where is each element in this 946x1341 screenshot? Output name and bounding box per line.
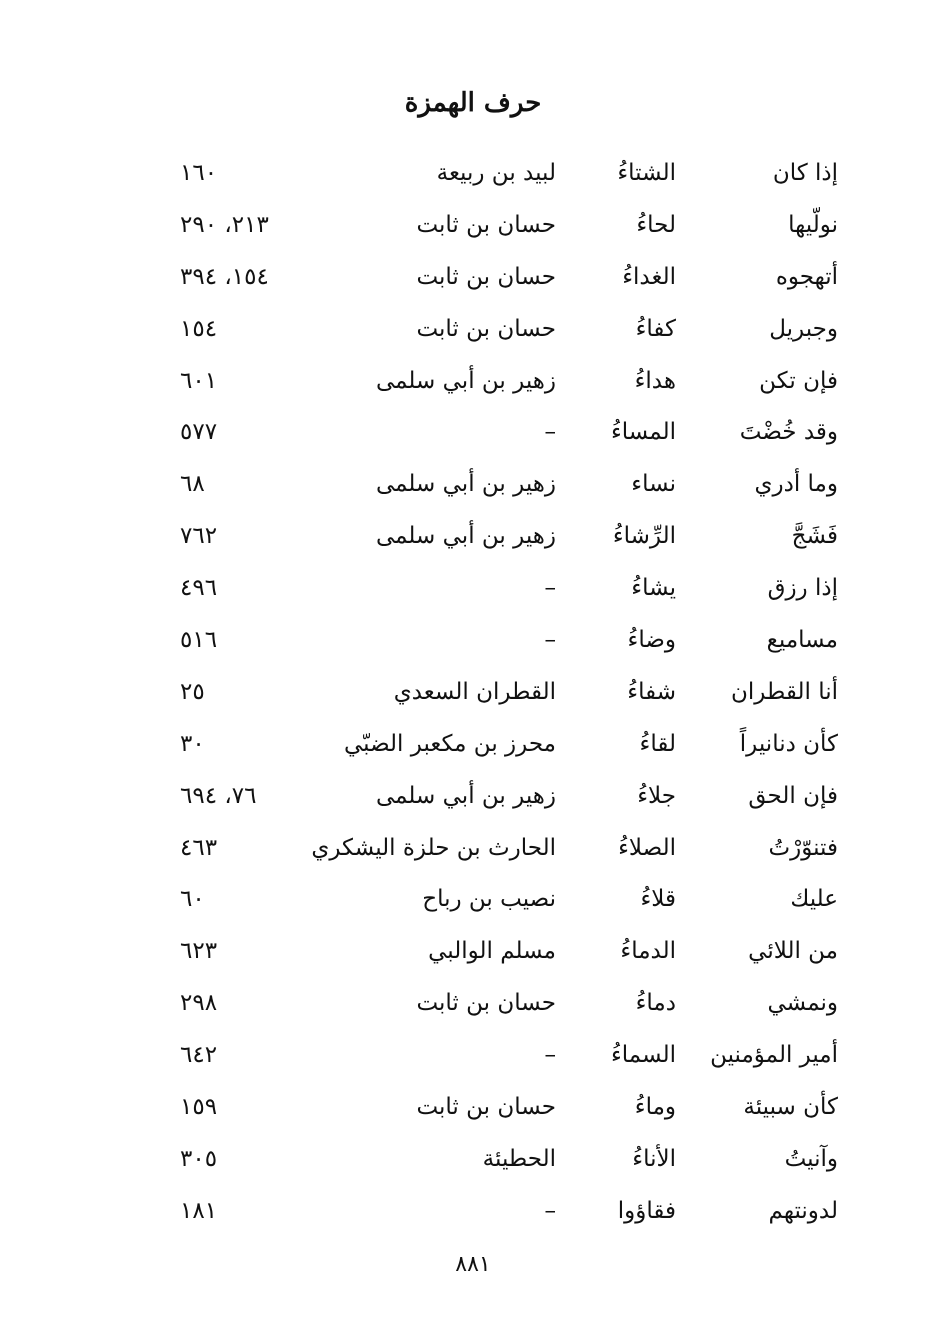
page-refs: ٦٢٣ bbox=[180, 938, 218, 965]
page-number: ٨٨١ bbox=[455, 1252, 491, 1277]
poet-name: حسان بن ثابت bbox=[416, 211, 556, 238]
poet-name: زهير بن أبي سلمى bbox=[375, 471, 556, 498]
page-refs: ٦٤٢ bbox=[180, 1042, 218, 1069]
verse-first-word: أمير المؤمنين bbox=[710, 1042, 838, 1069]
poet-name: القطران السعدي bbox=[393, 678, 556, 705]
rhyme-word: المساءُ bbox=[610, 419, 676, 446]
rhyme-word: يشاءُ bbox=[631, 575, 676, 602]
poet-name: – bbox=[544, 1197, 556, 1224]
page-refs: ٣٠٥ bbox=[180, 1145, 218, 1172]
table-row bbox=[0, 930, 946, 982]
page-refs: ٧٦٢ bbox=[180, 523, 218, 550]
rhyme-word: الرِّشاءُ bbox=[612, 523, 676, 550]
verse-first-word: إذا كان bbox=[772, 160, 838, 186]
poet-name: مسلم الوالبي bbox=[428, 938, 556, 965]
verse-first-word: عليك bbox=[790, 886, 838, 913]
verse-first-word: من اللائي bbox=[748, 938, 838, 965]
rhyme-word: الغداءُ bbox=[622, 263, 676, 290]
verse-first-word: وما أدري bbox=[754, 471, 838, 498]
page-refs: ٢٥ bbox=[180, 678, 205, 705]
poet-name: الحطيئة bbox=[482, 1145, 556, 1172]
table-row bbox=[0, 411, 946, 463]
table-row bbox=[0, 567, 946, 619]
verse-first-word: إذا رزق bbox=[767, 575, 838, 602]
page-refs: ٦٠١ bbox=[180, 367, 218, 394]
rhyme-word: الأناءُ bbox=[632, 1145, 676, 1172]
poet-name: حسان بن ثابت bbox=[416, 990, 556, 1017]
table-row bbox=[0, 152, 946, 204]
poet-name: حسان بن ثابت bbox=[416, 263, 556, 290]
table-row bbox=[0, 1190, 946, 1242]
poet-name: الحارث بن حلزة اليشكري bbox=[311, 834, 556, 861]
rhyme-word: نساء bbox=[631, 471, 676, 498]
poet-name: زهير بن أبي سلمى bbox=[375, 523, 556, 550]
table-row bbox=[0, 1138, 946, 1190]
rhyme-word: لقاءُ bbox=[639, 730, 676, 757]
rhyme-word: الدماءُ bbox=[620, 938, 676, 965]
table-row bbox=[0, 982, 946, 1034]
rhyme-word: هداءُ bbox=[634, 367, 676, 394]
page-refs: ١٨١ bbox=[180, 1197, 218, 1224]
poet-name: – bbox=[544, 419, 556, 446]
poet-name: حسان بن ثابت bbox=[416, 315, 556, 342]
verse-first-word: كأن دنانيراً bbox=[739, 730, 838, 757]
page-refs: ٥٧٧ bbox=[180, 419, 218, 446]
table-row bbox=[0, 515, 946, 567]
poet-name: – bbox=[544, 627, 556, 654]
rhyme-word: وماءُ bbox=[634, 1094, 676, 1121]
table-row bbox=[0, 619, 946, 671]
verse-first-word: أتهجوه bbox=[775, 263, 838, 290]
table-row bbox=[0, 256, 946, 308]
poet-name: زهير بن أبي سلمى bbox=[375, 367, 556, 394]
verse-first-word: أنا القطران bbox=[731, 678, 838, 705]
verse-first-word: ونمشي bbox=[767, 990, 838, 1017]
page-title: حرف الهمزة bbox=[404, 88, 542, 118]
page-refs: ١٥٩ bbox=[180, 1094, 218, 1121]
poet-name: حسان بن ثابت bbox=[416, 1094, 556, 1121]
verse-first-word: مساميع bbox=[766, 627, 838, 654]
poet-name: محرز بن مكعبر الضبّي bbox=[343, 730, 556, 757]
verse-first-word: وقد خُضْتَ bbox=[739, 419, 838, 446]
table-row bbox=[0, 878, 946, 930]
verse-first-word: فَشَجَّ bbox=[791, 523, 838, 550]
verse-first-word: كأن سبيئة bbox=[743, 1094, 838, 1121]
rhyme-word: شفاءُ bbox=[627, 678, 676, 705]
verse-first-word: فتنوّرْتُ bbox=[768, 834, 838, 861]
page-refs: ١٦٠ bbox=[180, 160, 218, 186]
table-row bbox=[0, 775, 946, 827]
page-refs: ٥١٦ bbox=[180, 627, 218, 654]
page-refs: ٦٠ bbox=[180, 886, 205, 913]
verse-first-word: نولّيها bbox=[788, 211, 838, 238]
page-refs: ٣٠ bbox=[180, 730, 205, 757]
page-refs: ١٥٤، ٣٩٤ bbox=[180, 263, 269, 290]
rhyme-word: الصلاءُ bbox=[618, 834, 676, 861]
rhyme-word: وضاءُ bbox=[627, 627, 676, 654]
rhyme-word: جلاءُ bbox=[637, 782, 676, 809]
rhyme-word: فقاؤوا bbox=[617, 1197, 676, 1224]
table-row bbox=[0, 360, 946, 412]
page-refs: ٦٨ bbox=[180, 471, 205, 498]
rhyme-word: كفاءُ bbox=[635, 315, 676, 342]
page-refs: ١٥٤ bbox=[180, 315, 218, 342]
poet-name: زهير بن أبي سلمى bbox=[375, 782, 556, 809]
table-row bbox=[0, 827, 946, 879]
table-row bbox=[0, 463, 946, 515]
table-row bbox=[0, 1086, 946, 1138]
table-row bbox=[0, 1034, 946, 1086]
poet-name: لبيد بن ربيعة bbox=[436, 160, 556, 186]
rhyme-word: قلاءُ bbox=[640, 886, 676, 913]
page-refs: ٢١٣، ٢٩٠ bbox=[180, 211, 269, 238]
table-row bbox=[0, 671, 946, 723]
page-refs: ٤٦٣ bbox=[180, 834, 218, 861]
poet-name: – bbox=[544, 575, 556, 602]
rhyme-word: الشتاءُ bbox=[617, 160, 676, 186]
poet-name: – bbox=[544, 1042, 556, 1069]
rhyme-word: السماءُ bbox=[610, 1042, 676, 1069]
index-table bbox=[0, 152, 946, 1242]
verse-first-word: وآنيتُ bbox=[784, 1145, 838, 1172]
verse-first-word: فإن الحق bbox=[748, 782, 838, 809]
page-refs: ٧٦، ٦٩٤ bbox=[180, 782, 257, 809]
table-row bbox=[0, 723, 946, 775]
table-row bbox=[0, 308, 946, 360]
verse-first-word: وجبريل bbox=[769, 315, 838, 342]
table-row bbox=[0, 204, 946, 256]
verse-first-word: لدونتهم bbox=[768, 1197, 838, 1224]
rhyme-word: لحاءُ bbox=[636, 211, 676, 238]
rhyme-word: دماءُ bbox=[635, 990, 676, 1017]
poet-name: نصيب بن رباح bbox=[422, 886, 556, 913]
verse-first-word: فإن تكن bbox=[759, 367, 838, 394]
page-refs: ٤٩٦ bbox=[180, 575, 218, 602]
page-refs: ٢٩٨ bbox=[180, 990, 218, 1017]
